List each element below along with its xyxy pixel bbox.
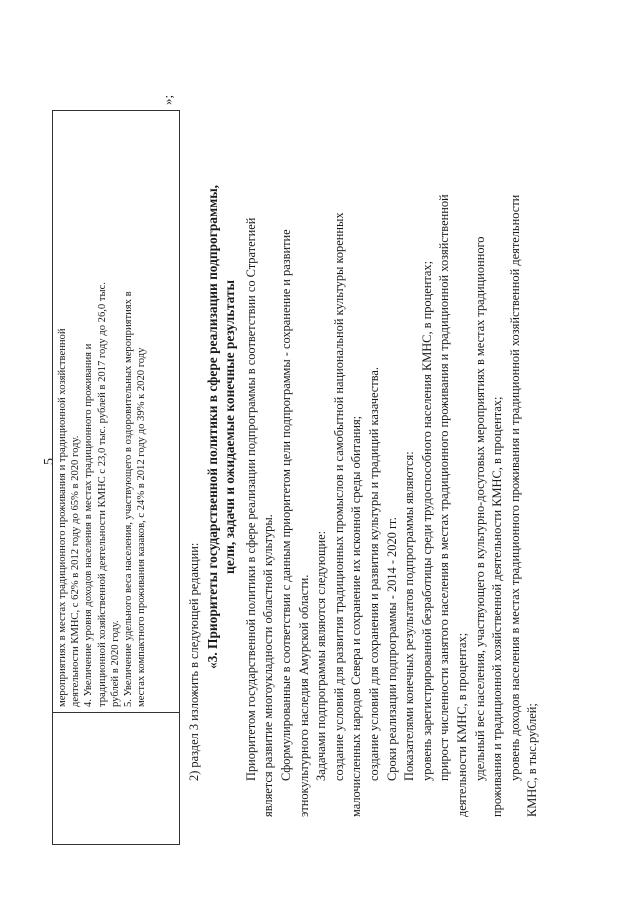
table-line: местах компактного проживания казаков, с 24% в 2012 году до 39% к 2020 году — [136, 347, 148, 707]
table-line: 5. Увеличение удельного веса населения, участвующего в оздоровительных мероприятиях в — [123, 291, 135, 707]
table-line: традиционной хозяйственной деятельности КМНС с 23,0 тыс. рублей в 2017 году до 26,0 тыс. — [96, 282, 108, 707]
section-heading: «3. Приоритеты государственной политики в сфере реализации подпрограммы, — [204, 184, 220, 670]
table-line: деятельности КМНС, с 62% в 2012 году до 65% в 2020 году. — [70, 435, 82, 707]
body-line: этнокультурного наследия Амурской области. — [296, 574, 311, 817]
indicator-table — [52, 110, 180, 845]
body-line: Сроки реализации подпрограммы - 2014 - 2020 гг. — [384, 517, 399, 781]
document-body — [186, 37, 542, 817]
body-line: создание условий для развития традиционных промыслов и самобытной национальной культуры коренных — [331, 212, 346, 781]
section-heading-continued: цели, задачи и ожидаемые конечные результаты — [222, 280, 238, 574]
intro-line: 2) раздел 3 изложить в следующей редакции: — [187, 542, 201, 781]
table-line: рублей в 2020 году. — [109, 620, 121, 707]
body-line: создание условий для сохранения и развития культуры и традиций казачества. — [366, 366, 381, 781]
page-number: 5 — [42, 458, 57, 465]
body-line: является развитие многоукладности областной культуры. — [261, 514, 276, 817]
body-line: КМНС, в тыс.рублей; — [525, 703, 540, 817]
body-line: уровень доходов населения в местах традиционного проживания и традиционной хозяйственной деятельности — [507, 194, 522, 781]
body-line: прирост численности занятого населения в местах традиционного проживания и традиционной хозяйственной — [437, 194, 452, 781]
table-right-cell — [53, 111, 179, 712]
body-line: Сформулированные в соответствии с данным приоритетом цели подпрограммы - сохранение и развитие — [278, 229, 293, 781]
body-line: проживания и традиционной хозяйственной деятельности КМНС, в процентах; — [490, 396, 505, 817]
body-line: удельный вес населения, участвующего в культурно-досуговых мероприятиях в местах традиционного — [472, 236, 487, 781]
body-paragraphs — [243, 37, 542, 817]
table-left-cell — [53, 712, 179, 844]
body-line: деятельности КМНС, в процентах; — [454, 632, 469, 817]
body-line: Показателями конечных результатов подпрограммы являются: — [402, 451, 417, 781]
body-line: уровень зарегистрированной безработицы среди трудоспособного населения КМНС, в процентах; — [419, 260, 434, 781]
table-line: мероприятиях в местах традиционного проживания и традиционной хозяйственной — [57, 328, 68, 707]
body-line: Задачами подпрограммы являются следующие: — [314, 530, 329, 781]
table-end-mark: »; — [160, 94, 175, 105]
body-line: Приоритетом государственной политики в сфере реализации подпрограммы в соответствии со Стратегией — [243, 217, 258, 781]
body-line: малочисленных народов Севера и сохранение их исконной среды обитания; — [349, 415, 364, 817]
table-line: 4. Увеличение уровня доходов населения в местах традиционного проживания и — [83, 343, 95, 707]
